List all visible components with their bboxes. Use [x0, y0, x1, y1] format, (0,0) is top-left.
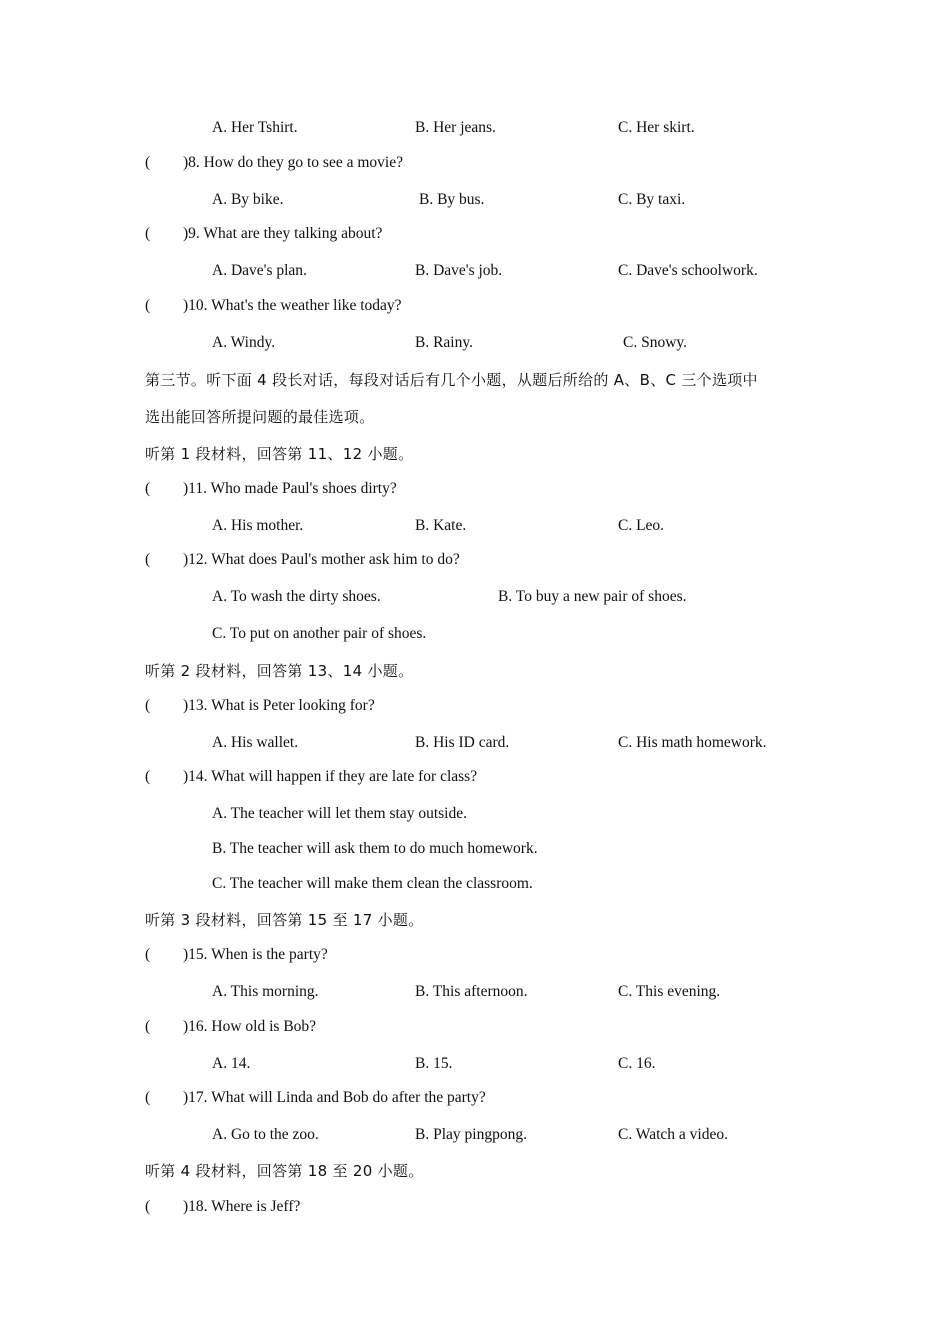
answer-paren: (: [145, 551, 151, 568]
question-text: )11. Who made Paul's shoes dirty?: [183, 480, 397, 497]
q11-option-a: A. His mother.: [212, 517, 304, 534]
q15-option-a: A. This morning.: [212, 983, 319, 1000]
q16-option-a: A. 14.: [212, 1055, 251, 1072]
q9-option-b: B. Dave's job.: [415, 262, 503, 279]
q12-option-c: C. To put on another pair of shoes.: [212, 625, 427, 642]
question-10: [145, 296, 402, 316]
question-text: )10. What's the weather like today?: [183, 297, 402, 314]
q7-option-a: A. Her Tshirt.: [212, 119, 298, 136]
question-13: [145, 696, 375, 716]
q16-option-c: C. 16.: [618, 1055, 656, 1072]
q11-option-c: C. Leo.: [618, 517, 665, 534]
q13-option-b: B. His ID card.: [415, 734, 510, 751]
q12-option-b: B. To buy a new pair of shoes.: [498, 588, 687, 605]
q14-option-b: B. The teacher will ask them to do much homework.: [212, 840, 538, 857]
q10-option-b: B. Rainy.: [415, 334, 473, 351]
question-text: )13. What is Peter looking for?: [183, 697, 375, 714]
q16-option-b: B. 15.: [415, 1055, 453, 1072]
question-text: )15. When is the party?: [183, 946, 328, 963]
q14-option-c: C. The teacher will make them clean the classroom.: [212, 875, 533, 892]
question-text: )17. What will Linda and Bob do after the party?: [183, 1089, 486, 1106]
q13-option-a: A. His wallet.: [212, 734, 299, 751]
question-12: [145, 550, 460, 570]
question-14: [145, 767, 477, 787]
question-8: [145, 153, 403, 173]
question-text: )16. How old is Bob?: [183, 1018, 317, 1035]
q15-option-c: C. This evening.: [618, 983, 721, 1000]
answer-paren: (: [145, 946, 151, 963]
answer-paren: (: [145, 480, 151, 497]
answer-paren: (: [145, 697, 151, 714]
answer-paren: (: [145, 154, 151, 171]
answer-paren: (: [145, 1198, 151, 1215]
question-16: [145, 1017, 316, 1037]
question-text: )12. What does Paul's mother ask him to do?: [183, 551, 460, 568]
q10-option-c: C. Snowy.: [623, 334, 688, 351]
passage-4-heading: 听第 4 段材料，回答第 18 至 20 小题。: [145, 1162, 424, 1180]
question-11: [145, 479, 397, 499]
q12-option-a: A. To wash the dirty shoes.: [212, 588, 381, 605]
answer-paren: (: [145, 225, 151, 242]
answer-paren: (: [145, 768, 151, 785]
q9-option-c: C. Dave's schoolwork.: [618, 262, 758, 279]
q15-option-b: B. This afternoon.: [415, 983, 528, 1000]
section3-instruction-line1: 第三节。听下面 4 段长对话，每段对话后有几个小题，从题后所给的 A、B、C 三个选项中: [145, 371, 758, 389]
q8-option-c: C. By taxi.: [618, 191, 686, 208]
q7-option-c: C. Her skirt.: [618, 119, 695, 136]
answer-paren: (: [145, 1018, 151, 1035]
passage-2-heading: 听第 2 段材料，回答第 13、14 小题。: [145, 662, 414, 680]
answer-paren: (: [145, 297, 151, 314]
question-17: [145, 1088, 486, 1108]
q17-option-b: B. Play pingpong.: [415, 1126, 527, 1143]
question-text: )9. What are they talking about?: [183, 225, 383, 242]
q10-option-a: A. Windy.: [212, 334, 276, 351]
q17-option-c: C. Watch a video.: [618, 1126, 728, 1143]
q8-option-a: A. By bike.: [212, 191, 284, 208]
question-9: [145, 224, 382, 244]
question-15: [145, 945, 328, 965]
passage-3-heading: 听第 3 段材料，回答第 15 至 17 小题。: [145, 911, 424, 929]
question-text: )18. Where is Jeff?: [183, 1198, 301, 1215]
q7-option-b: B. Her jeans.: [415, 119, 496, 136]
q11-option-b: B. Kate.: [415, 517, 467, 534]
passage-1-heading: 听第 1 段材料，回答第 11、12 小题。: [145, 445, 414, 463]
q13-option-c: C. His math homework.: [618, 734, 767, 751]
section3-instruction-line2: 选出能回答所提问题的最佳选项。: [145, 408, 375, 426]
question-18: [145, 1197, 300, 1217]
q8-option-b: B. By bus.: [419, 191, 485, 208]
answer-paren: (: [145, 1089, 151, 1106]
question-text: )14. What will happen if they are late for class?: [183, 768, 478, 785]
q14-option-a: A. The teacher will let them stay outside.: [212, 805, 467, 822]
q17-option-a: A. Go to the zoo.: [212, 1126, 319, 1143]
question-text: )8. How do they go to see a movie?: [183, 154, 403, 171]
q9-option-a: A. Dave's plan.: [212, 262, 307, 279]
